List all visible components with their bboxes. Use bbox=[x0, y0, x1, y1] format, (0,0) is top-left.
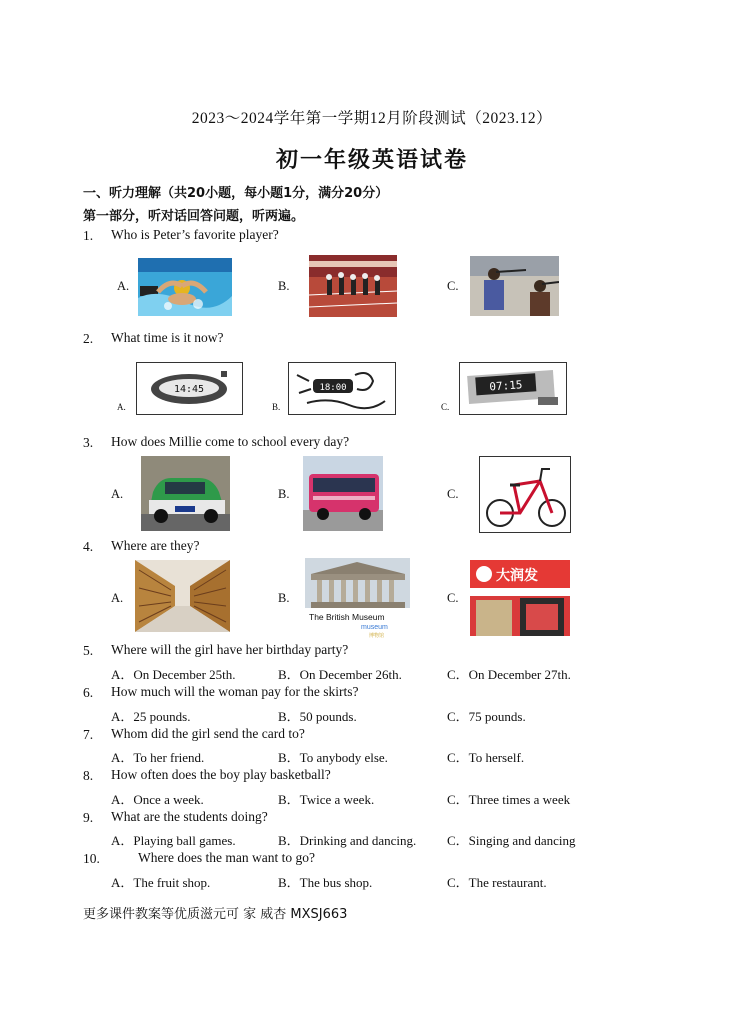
question-text: What time is it now? bbox=[111, 330, 224, 345]
question-text: Where are they? bbox=[111, 538, 200, 553]
option-label-b: B. bbox=[278, 591, 290, 605]
question-number: 7. bbox=[83, 727, 94, 742]
option-c: C．To herself. bbox=[447, 750, 525, 765]
question-number: 1. bbox=[83, 228, 94, 243]
museum-cn-caption: 博物馆 bbox=[369, 633, 385, 638]
footer-note: 更多课件教案等优质滋元可 家 威杏 MXSJ663 bbox=[83, 907, 348, 922]
question-number: 2. bbox=[83, 331, 94, 346]
section-heading: 一、听力理解（共20小题，每小题1分，满分20分） bbox=[83, 186, 389, 201]
option-label-a: A. bbox=[117, 279, 130, 293]
option-label-b: B. bbox=[272, 402, 281, 412]
question-number: 8. bbox=[83, 768, 94, 783]
option-a: A．The fruit shop. bbox=[111, 875, 211, 890]
clock-time-b: 18:00 bbox=[319, 383, 347, 393]
option-b: B．50 pounds. bbox=[278, 709, 357, 724]
swimmer-image bbox=[138, 258, 232, 316]
option-label-c: C. bbox=[447, 487, 459, 501]
clock-time-c: 07:15 bbox=[488, 378, 523, 394]
option-b: B．Twice a week. bbox=[278, 792, 375, 807]
option-a: A．To her friend. bbox=[111, 750, 205, 765]
option-a: A．25 pounds. bbox=[111, 709, 191, 724]
page-title: 初一年级英语试卷 bbox=[275, 147, 468, 172]
question-number: 9. bbox=[83, 810, 94, 825]
option-a: A．Once a week. bbox=[111, 792, 204, 807]
option-label-c: C. bbox=[441, 402, 450, 412]
question-text: How often does the boy play basketball? bbox=[111, 767, 331, 782]
option-c: C．The restaurant. bbox=[447, 875, 547, 890]
option-b: B．Drinking and dancing. bbox=[278, 833, 417, 848]
option-label-a: A. bbox=[111, 591, 124, 605]
library-image bbox=[135, 560, 230, 632]
option-label-b: B. bbox=[278, 487, 290, 501]
question-text: What are the students doing? bbox=[111, 809, 268, 824]
question-text: How does Millie come to school every day? bbox=[111, 434, 350, 449]
runners-image bbox=[309, 255, 397, 317]
option-label-a: A. bbox=[111, 487, 124, 501]
option-label-c: C. bbox=[447, 279, 459, 293]
option-b: B．The bus shop. bbox=[278, 875, 373, 890]
question-text: Where will the girl have her birthday party? bbox=[111, 642, 349, 657]
option-b: B．On December 26th. bbox=[278, 667, 402, 682]
option-c: C．Singing and dancing bbox=[447, 833, 576, 848]
question-number: 3. bbox=[83, 435, 94, 450]
option-c: C．Three times a week bbox=[447, 792, 571, 807]
option-c: C．On December 27th. bbox=[447, 667, 571, 682]
question-number: 4. bbox=[83, 539, 94, 554]
shooters-image bbox=[470, 256, 559, 316]
clock-image-a bbox=[136, 362, 243, 415]
option-a: A．Playing ball games. bbox=[111, 833, 236, 848]
bus-image bbox=[303, 456, 383, 531]
question-text: How much will the woman pay for the skirts? bbox=[111, 684, 359, 699]
option-b: B．To anybody else. bbox=[278, 750, 388, 765]
question-number: 5. bbox=[83, 643, 94, 658]
supermarket-image bbox=[470, 560, 570, 636]
question-number: 6. bbox=[83, 685, 94, 700]
exam-header: 2023～2024学年第一学期12月阶段测试（2023.12） bbox=[191, 110, 553, 127]
option-label-c: C. bbox=[447, 591, 459, 605]
question-text: Where does the man want to go? bbox=[138, 850, 315, 865]
museum-caption: The British Museum bbox=[309, 612, 385, 622]
option-label-a: A. bbox=[117, 402, 126, 412]
museum-image bbox=[305, 558, 410, 638]
bicycle-image bbox=[479, 456, 571, 533]
store-sign: 大润发 bbox=[496, 568, 538, 584]
question-text: Who is Peter’s favorite player? bbox=[111, 227, 279, 242]
option-label-b: B. bbox=[278, 279, 290, 293]
option-c: C．75 pounds. bbox=[447, 709, 526, 724]
question-text: Whom did the girl send the card to? bbox=[111, 726, 305, 741]
part-heading: 第一部分，听对话回答问题，听两遍。 bbox=[83, 209, 305, 224]
clock-time-a: 14:45 bbox=[173, 384, 205, 395]
question-number: 10. bbox=[83, 851, 100, 866]
museum-subcaption: museum bbox=[361, 624, 388, 631]
taxi-image bbox=[141, 456, 230, 531]
option-a: A．On December 25th. bbox=[111, 667, 236, 682]
clock-image-b bbox=[288, 362, 396, 415]
clock-image-c bbox=[459, 362, 567, 415]
